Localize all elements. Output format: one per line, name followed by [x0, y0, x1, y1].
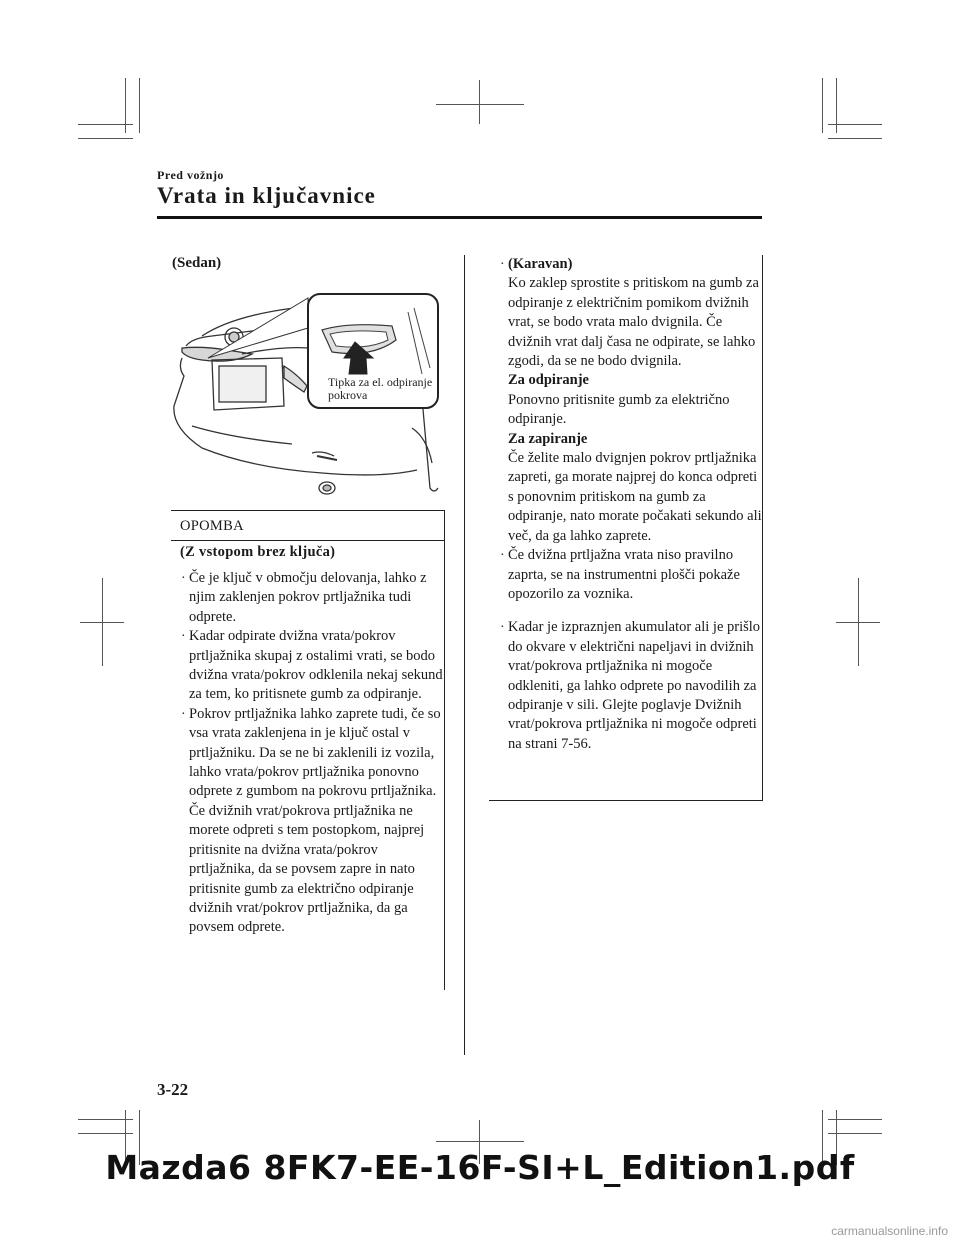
sedan-trunk-illustration: [172, 288, 440, 500]
section-label: Pred vožnjo: [157, 168, 224, 182]
open-text: Ponovno pritisnite gumb za električno odpiranje.: [508, 391, 730, 428]
note-box: [171, 510, 445, 990]
column-divider: [464, 255, 465, 1055]
crop-mark: [828, 124, 882, 125]
list-item: · (Karavan) Ko zaklep sprostite s pritiskom na gumb za odpiranje z električnim pomikom dvižnih vrat, se bodo vrata malo dvignila. Če dvižnih vrat dalj časa ne odpirate, se lahko zgodi, da se ne bodo dvignila. Za odpiranje Ponovno pritisnite gumb za električno odpiranje. Za zapiranje Če želite malo dvignjen pokrov prtljažnika zapreti, ga morate najprej do konca odpreti s ponovnim pritiskom na gumb za odpiranje, nato morate počakati sekundo ali več, da ga lahko zaprete.: [497, 255, 765, 546]
open-title: Za odpiranje: [508, 372, 589, 389]
header-rule: [157, 216, 762, 219]
karavan-text: Ko zaklep sprostite s pritiskom na gumb za odpiranje z električnim pomikom dvižnih vrat, se bodo vrata malo dvignila. Če dvižnih vrat dalj časa ne odpirate, se lahko zgodi, da se ne bodo dvignila.: [508, 275, 759, 370]
crop-mark: [139, 78, 140, 133]
crop-mark: [78, 1133, 133, 1134]
right-note-box: [489, 255, 763, 801]
crop-mark: [828, 138, 882, 139]
note-heading: OPOMBA: [171, 511, 445, 541]
crop-mark: [828, 1119, 882, 1120]
crop-mark: [836, 622, 880, 623]
note-bullet-list: [178, 569, 446, 938]
list-item: · Pokrov prtljažnika lahko zaprete tudi, če so vsa vrata zaklenjena in je ključ ostal v prtljažniku. Da se ne bi zaklenili iz vozila, lahko vrata/pokrov prtljažnika ponovno odprete z gumbom na pokrovu prtljažnika. Če dvižnih vrat/pokrova prtljažnika ne morete odpreti s tem postopkom, najprej pritisnite na dvižna vrata/pokrov prtljažnika, da se povsem zapre in nato pritisnite gumb za električno odpiranje dvižnih vrat/pokrov prtljažnika, da ga povsem odprete.: [181, 705, 441, 936]
crop-mark: [822, 78, 823, 133]
watermark: carmanualsonline.info: [831, 1224, 948, 1238]
crop-mark: [479, 80, 480, 124]
right-bullet-list: [497, 255, 765, 754]
close-text: Če želite malo dvignjen pokrov prtljažnika zapreti, ga morate najprej do konca odpreti s ponovnim pritiskom na gumb za odpiranje, nato morate počakati sekundo ali več, da ga lahko zaprete.: [508, 450, 762, 544]
crop-mark: [828, 1133, 882, 1134]
callout-label-line2: pokrova: [328, 388, 368, 402]
crop-mark: [78, 124, 133, 125]
list-item: · Kadar odpirate dvižna vrata/pokrov prtljažnika skupaj z ostalimi vrati, se bodo dvižna vrata/pokrov odklenila nekaj sekund za tem, ko pritisnete gumb za odpiranje.: [181, 628, 443, 703]
footer-filename: Mazda6 8FK7-EE-16F-SI+L_Edition1.pdf: [105, 1148, 855, 1187]
karavan-title: (Karavan): [508, 256, 573, 272]
crop-mark: [80, 622, 124, 623]
crop-mark: [78, 1119, 133, 1120]
callout-label-line1: Tipka za el. odpiranje: [328, 375, 433, 389]
crop-mark: [436, 1141, 524, 1142]
list-item: · Če dvižna prtljažna vrata niso pravilno zaprta, se na instrumentni plošči pokaže opozorilo za voznika.: [500, 547, 740, 602]
list-item: · Če je ključ v območju delovanja, lahko z njim zaklenjen pokrov prtljažnika tudi odprete.: [181, 570, 427, 625]
crop-mark: [436, 104, 524, 105]
figure-caption: (Sedan): [172, 255, 222, 271]
close-title: Za zapiranje: [508, 430, 588, 447]
note-subheading: (Z vstopom brez ključa): [180, 544, 336, 560]
crop-mark: [78, 138, 133, 139]
page-number: 3-22: [157, 1080, 189, 1099]
list-item: · Kadar je izpraznjen akumulator ali je prišlo do okvare v električni napeljavi in dvižnih vrat/pokrova prtljažnika ni mogoče odkleniti, ga lahko odprete po navodilih za odpiranje v sili. Glejte poglavje Dvižnih vrat/pokrova prtljažnika ni mogoče odpreti na strani 7-56.: [500, 619, 761, 752]
page-title: Vrata in ključavnice: [157, 183, 376, 208]
